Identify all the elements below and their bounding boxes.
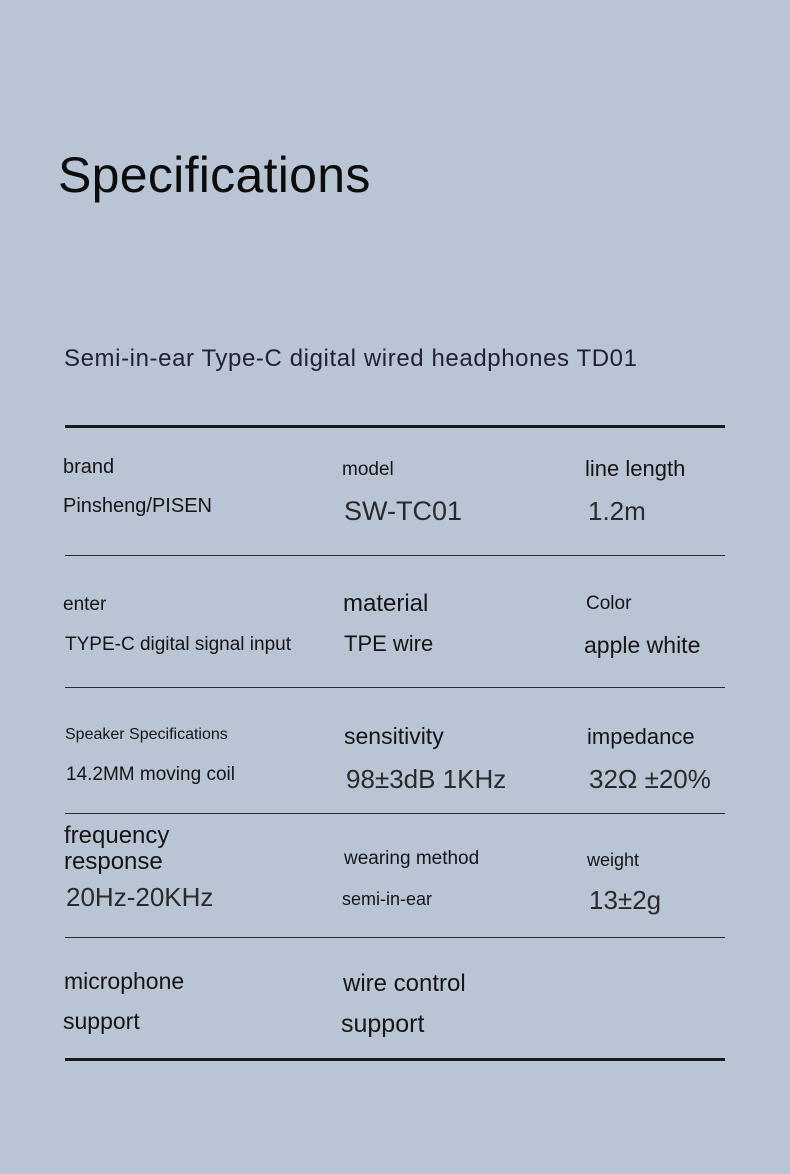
spec-label-wire-control: wire control [343,970,466,997]
page-title: Specifications [58,147,371,203]
spec-label-brand: brand [63,456,115,478]
spec-label-impedance: impedance [587,724,695,749]
spec-label-weight: weight [587,850,640,870]
spec-label-frequency-line2: response [64,848,163,875]
spec-label-line-length: line length [585,456,686,481]
spec-label-sensitivity: sensitivity [344,723,444,749]
spec-value-speaker: 14.2MM moving coil [66,764,235,785]
spec-value-wearing-method: semi-in-ear [342,889,433,909]
spec-label-enter: enter [63,594,107,615]
row-divider-1 [65,555,725,556]
spec-label-speaker: Speaker Specifications [65,726,228,743]
spec-value-impedance: 32Ω ±20% [589,764,711,794]
product-name: Semi-in-ear Type-C digital wired headphones TD01 [64,345,638,372]
spec-value-material: TPE wire [344,631,434,656]
spec-label-model: model [342,459,394,480]
top-rule [65,425,725,428]
spec-value-sensitivity: 98±3dB 1KHz [346,764,507,794]
row-divider-3 [65,813,725,814]
spec-value-wire-control: support [341,1010,425,1038]
spec-value-weight: 13±2g [589,885,662,915]
row-divider-4 [65,937,725,938]
spec-label-color: Color [586,593,632,614]
spec-value-frequency: 20Hz-20KHz [66,882,214,912]
spec-value-model: SW-TC01 [344,496,463,526]
spec-value-microphone: support [63,1008,140,1034]
spec-label-wearing-method: wearing method [344,848,480,869]
spec-label-frequency-line1: frequency [64,822,170,849]
bottom-rule [65,1058,725,1061]
spec-label-microphone: microphone [64,968,185,994]
spec-value-enter: TYPE-C digital signal input [65,634,291,655]
spec-value-brand: Pinsheng/PISEN [63,495,212,517]
spec-label-material: material [343,590,429,617]
row-divider-2 [65,687,725,688]
spec-value-color: apple white [584,632,701,658]
spec-value-line-length: 1.2m [588,496,646,526]
